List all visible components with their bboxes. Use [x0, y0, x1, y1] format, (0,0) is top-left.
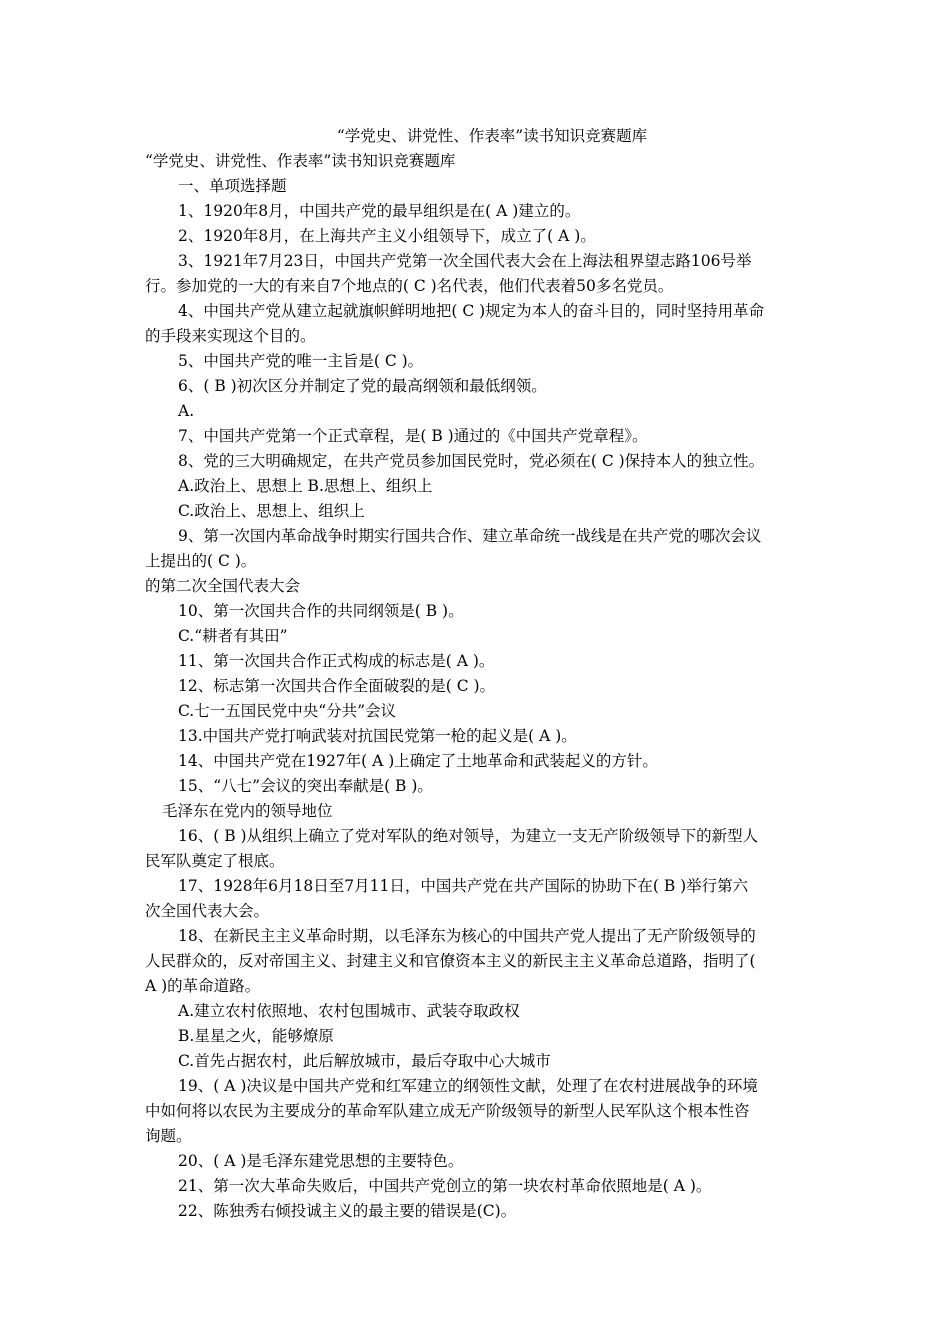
text-line: “学党史、讲党性、作表率”读书知识竞赛题库 — [145, 152, 456, 170]
text-line: 行。参加党的一大的有来自7个地点的( C )名代表，他们代表着50多名党员。 — [145, 277, 674, 295]
text-line: C.政治上、思想上、组织上 — [178, 502, 365, 520]
text-line: 13.中国共产党打响武装对抗国民党第一枪的起义是( A )。 — [178, 727, 577, 745]
text-line: 18、在新民主主义革命时期，以毛泽东为核心的中国共产党人提出了无产阶级领导的 — [178, 927, 756, 945]
text-line: C.七一五国民党中央“分共”会议 — [178, 702, 397, 720]
text-line: A. — [178, 402, 195, 420]
paragraph-list — [145, 149, 811, 1224]
text-line: 人民群众的，反对帝国主义、封建主义和官僚资本主义的新民主主义革命总道路，指明了( — [145, 952, 756, 970]
text-line: 5、中国共产党的唯一主旨是( C )。 — [178, 352, 424, 370]
text-line: 12、标志第一次国共合作全面破裂的是( C )。 — [178, 677, 496, 695]
text-line: 民军队奠定了根底。 — [145, 852, 285, 870]
text-line: 10、第一次国共合作的共同纲领是( B )。 — [178, 602, 464, 620]
text-line: 次全国代表大会。 — [145, 902, 270, 920]
text-line: 一、单项选择题 — [178, 177, 287, 195]
text-line: 16、( B )从组织上确立了党对军队的绝对领导，为建立一支无产阶级领导下的新型人 — [178, 827, 759, 845]
text-line: 中如何将以农民为主要成分的革命军队建立成无产阶级领导的新型人民军队这个根本性咨 — [145, 1102, 750, 1120]
text-line: 上提出的( C )。 — [145, 552, 257, 570]
text-line: 8、党的三大明确规定，在共产党员参加国民党时，党必须在( C )保持本人的独立性。 — [178, 452, 765, 470]
text-line: 3、1921年7月23日，中国共产党第一次全国代表大会在上海法租界望志路106号举 — [178, 252, 752, 270]
text-line: 20、( A )是毛泽东建党思想的主要特色。 — [178, 1152, 464, 1170]
text-line: 17、1928年6月18日至7月11日，中国共产党在共产国际的协助下在( B )举行第六 — [178, 877, 749, 895]
text-line: 6、( B )初次区分并制定了党的最高纲领和最低纲领。 — [178, 377, 547, 395]
text-line: 19、( A )决议是中国共产党和红军建立的纲领性文献，处理了在农村进展战争的环境 — [178, 1077, 758, 1095]
text-line: 的第二次全国代表大会 — [145, 577, 301, 595]
text-line: 询题。 — [145, 1127, 192, 1145]
document-body — [145, 124, 811, 1224]
text-line: 毛泽东在党内的领导地位 — [162, 802, 333, 820]
text-line: A.建立农村依照地、农村包围城市、武装夺取政权 — [178, 1002, 520, 1020]
text-line: 22、陈独秀右倾投诚主义的最主要的错误是(C)。 — [178, 1202, 517, 1220]
text-line: C.首先占据农村，此后解放城市，最后夺取中心大城市 — [178, 1052, 551, 1070]
document-title: “学党史、讲党性、作表率”读书知识竞赛题库 — [336, 127, 648, 145]
text-line: C.“耕者有其田” — [178, 627, 288, 645]
text-line: 1、1920年8月，中国共产党的最早组织是在( A )建立的。 — [178, 202, 581, 220]
text-line: 的手段来实现这个目的。 — [145, 327, 316, 345]
text-line: 15、“八七”会议的突出奉献是( B )。 — [178, 777, 433, 795]
text-line: A.政治上、思想上 B.思想上、组织上 — [178, 477, 433, 495]
text-line: 11、第一次国共合作正式构成的标志是( A )。 — [178, 652, 495, 670]
text-line: 9、第一次国内革命战争时期实行国共合作、建立革命统一战线是在共产党的哪次会议 — [178, 527, 762, 545]
text-line: A )的革命道路。 — [145, 977, 261, 995]
text-line: 2、1920年8月，在上海共产主义小组领导下，成立了( A )。 — [178, 227, 596, 245]
text-line: 4、中国共产党从建立起就旗帜鲜明地把( C )规定为本人的奋斗目的，同时坚持用革命 — [178, 302, 765, 320]
text-line: 7、中国共产党第一个正式章程，是( B )通过的《中国共产党章程》。 — [178, 427, 648, 445]
text-line: 21、第一次大革命失败后，中国共产党创立的第一块农村革命依照地是( A )。 — [178, 1177, 712, 1195]
text-line: B.星星之火，能够燎原 — [178, 1027, 334, 1045]
text-line: 14、中国共产党在1927年( A )上确定了土地革命和武装起义的方针。 — [178, 752, 658, 770]
